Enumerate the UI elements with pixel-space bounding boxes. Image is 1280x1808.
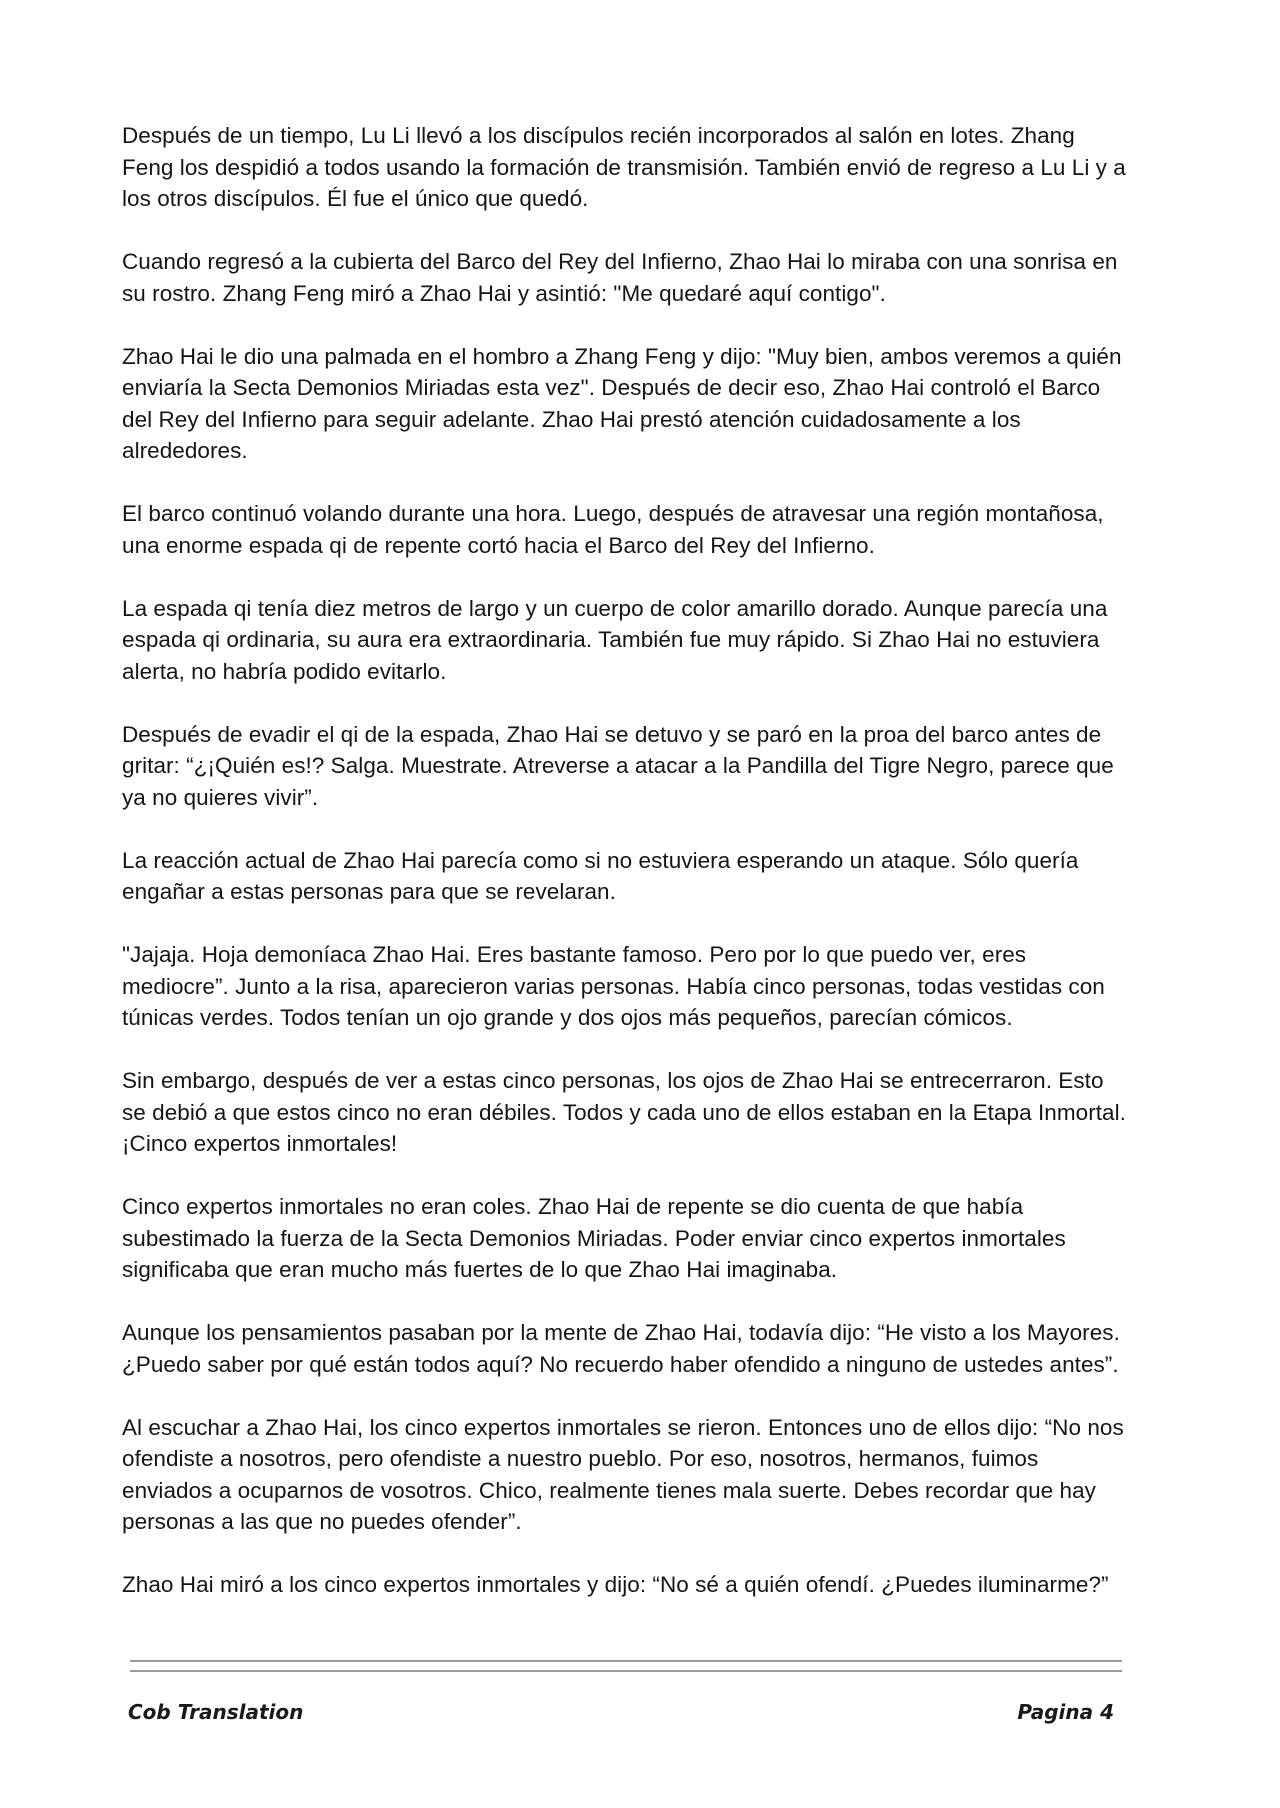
document-body <box>122 120 1132 1632</box>
paragraph: La reacción actual de Zhao Hai parecía como si no estuviera esperando un ataque. Sólo quería engañar a estas personas para que se revelaran. <box>122 847 1079 904</box>
paragraph: Zhao Hai le dio una palmada en el hombro a Zhang Feng y dijo: "Muy bien, ambos veremos a quién enviaría la Secta Demonios Miriadas esta vez". Después de decir eso, Zhao Hai controló el Barco del Rey del Infierno para seguir adelante. Zhao Hai prestó atención cuidadosamente a los alrededores. <box>122 343 1122 463</box>
paragraph: Después de un tiempo, Lu Li llevó a los discípulos recién incorporados al salón en lotes. Zhang Feng los despidió a todos usando la formación de transmisión. También envió de regreso a Lu Li y a los otros discípulos. Él fue el único que quedó. <box>122 123 1126 211</box>
paragraph: El barco continuó volando durante una hora. Luego, después de atravesar una región montañosa, una enorme espada qi de repente cortó hacia el Barco del Rey del Infierno. <box>122 501 1104 558</box>
paragraph: Cuando regresó a la cubierta del Barco del Rey del Infierno, Zhao Hai lo miraba con una sonrisa en su rostro. Zhang Feng miró a Zhao Hai y asintió: "Me quedaré aquí contigo". <box>122 249 1118 306</box>
footer-divider-bottom <box>130 1670 1122 1672</box>
paragraph: Después de evadir el qi de la espada, Zhao Hai se detuvo y se paró en la proa del barco antes de gritar: “¿¡Quién es!? Salga. Muestrate. Atreverse a atacar a la Pandilla del Tigre Negro, parece que ya no quieres vivir”. <box>122 721 1114 810</box>
page-number: Pagina 4 <box>1017 1700 1114 1724</box>
paragraph: La espada qi tenía diez metros de largo y un cuerpo de color amarillo dorado. Aunque parecía una espada qi ordinaria, su aura era extraordinaria. También fue muy rápido. Si Zhao Hai no estuviera alerta, no habría podido evitarlo. <box>122 595 1108 684</box>
paragraph: Zhao Hai miró a los cinco expertos inmortales y dijo: “No sé a quién ofendí. ¿Puedes iluminarme?” <box>122 1572 1109 1597</box>
paragraph: Aunque los pensamientos pasaban por la mente de Zhao Hai, todavía dijo: “He visto a los Mayores. ¿Puedo saber por qué están todos aquí? No recuerdo haber ofendido a ninguno de ustedes antes”. <box>122 1320 1120 1377</box>
footer-credit: Cob Translation <box>128 1700 304 1724</box>
paragraph: Cinco expertos inmortales no eran coles. Zhao Hai de repente se dio cuenta de que había subestimado la fuerza de la Secta Demonios Miriadas. Poder enviar cinco expertos inmortales significaba que eran mucho más fuertes de lo que Zhao Hai imaginaba. <box>122 1194 1066 1282</box>
footer-divider-top <box>130 1660 1122 1662</box>
paragraph: Al escuchar a Zhao Hai, los cinco expertos inmortales se rieron. Entonces uno de ellos dijo: “No nos ofendiste a nosotros, pero ofendiste a nuestro pueblo. Por eso, nosotros, hermanos, fuimos enviados a ocuparnos de vosotros. Chico, realmente tienes mala suerte. Debes recordar que hay personas a las que no puedes ofender”. <box>122 1414 1124 1534</box>
paragraph: Sin embargo, después de ver a estas cinco personas, los ojos de Zhao Hai se entrecerraron. Esto se debió a que estos cinco no eran débiles. Todos y cada uno de ellos estaban en la Etapa Inmortal. ¡Cinco expertos inmortales! <box>122 1068 1126 1156</box>
paragraph: "Jajaja. Hoja demoníaca Zhao Hai. Eres bastante famoso. Pero por lo que puedo ver, eres mediocre”. Junto a la risa, aparecieron varias personas. Había cinco personas, todas vestidas con túnicas verdes. Todos tenían un ojo grande y dos ojos más pequeños, parecían cómicos. <box>122 942 1105 1030</box>
